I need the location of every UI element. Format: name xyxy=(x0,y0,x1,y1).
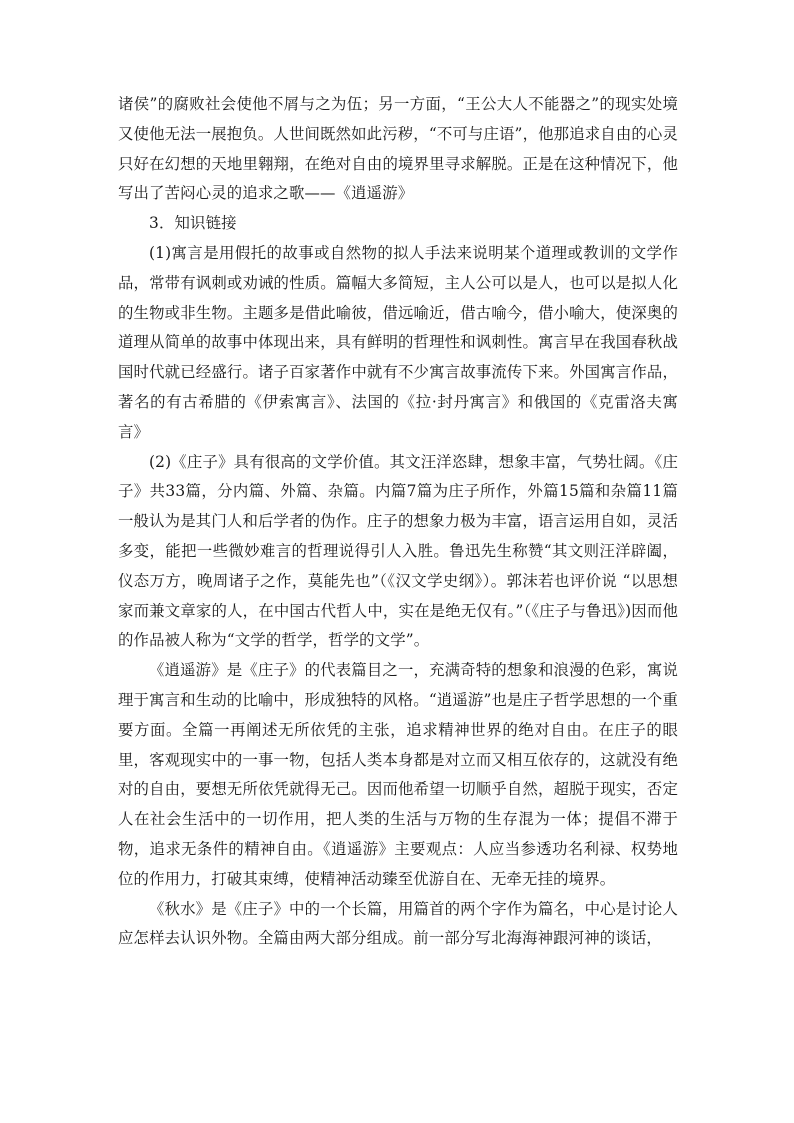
paragraph-fable-definition: (1)寓言是用假托的故事或自然物的拟人手法来说明某个道理或教训的文学作品，常带有讽刺或劝诫的性质。篇幅大多简短，主人公可以是人，也可以是拟人化的生物或非生物。主题多是借此喻彼，借远喻近，借古喻今，借小喻大，使深奥的道理从简单的故事中体现出来，具有鲜明的哲理性和讽刺性。寓言早在我国春秋战国时代就已经盛行。诸子百家著作中就有不少寓言故事流传下来。外国寓言作品，著名的有古希腊的《伊索寓言》、法国的《拉·封丹寓言》和俄国的《克雷洛夫寓言》 xyxy=(118,243,678,441)
document-body xyxy=(118,90,678,954)
section-heading-knowledge-link: 3．知识链接 xyxy=(149,214,237,233)
paragraph-intro-continuation: 诸侯”的腐败社会使他不屑与之为伍；另一方面，“王公大人不能器之”的现实处境又使他无法一展抱负。人世间既然如此污秽，“不可与庄语”，他那追求自由的心灵只好在幻想的天地里翱翔，在绝对自由的境界里寻求解脱。正是在这种情况下，他写出了苦闷心灵的追求之歌——《逍遥游》 xyxy=(118,95,678,203)
paragraph-qiushui: 《秋水》是《庄子》中的一个长篇，用篇首的两个字作为篇名，中心是讨论人应怎样去认识外物。全篇由两大部分组成。前一部分写北海海神跟河神的谈话， xyxy=(118,899,678,948)
paragraph-xiaoyaoyou: 《逍遥游》是《庄子》的代表篇目之一，充满奇特的想象和浪漫的色彩，寓说理于寓言和生动的比喻中，形成独特的风格。“逍遥游”也是庄子哲学思想的一个重要方面。全篇一再阐述无所依凭的主张，追求精神世界的绝对自由。在庄子的眼里，客观现实中的一事一物，包括人类本身都是对立而又相互依存的，这就没有绝对的自由，要想无所依凭就得无己。因而他希望一切顺乎自然，超脱于现实，否定人在社会生活中的一切作用，把人类的生活与万物的生存混为一体；提倡不滞于物，追求无条件的精神自由。《逍遥游》主要观点：人应当参透功名利禄、权势地位的作用力，打破其束缚，使精神活动臻至优游自在、无牵无挂的境界。 xyxy=(118,661,678,888)
paragraph-zhuangzi-literary-value: (2)《庄子》具有很高的文学价值。其文汪洋恣肆，想象丰富，气势壮阔。《庄子》共33篇，分内篇、外篇、杂篇。内篇7篇为庄子所作，外篇15篇和杂篇11篇一般认为是其门人和后学者的伪作。庄子的想象力极为丰富，语言运用自如，灵活多变，能把一些微妙难言的哲理说得引人入胜。鲁迅先生称赞“其文则汪洋辟阖，仪态万方，晚周诸子之作，莫能先也”（《汉文学史纲》）。郭沫若也评价说 “以思想家而兼文章家的人，在中国古代哲人中，实在是绝无仅有。”（《庄子与鲁迅》)因而他的作品被人称为“文学的哲学，哲学的文学”。 xyxy=(118,452,678,650)
